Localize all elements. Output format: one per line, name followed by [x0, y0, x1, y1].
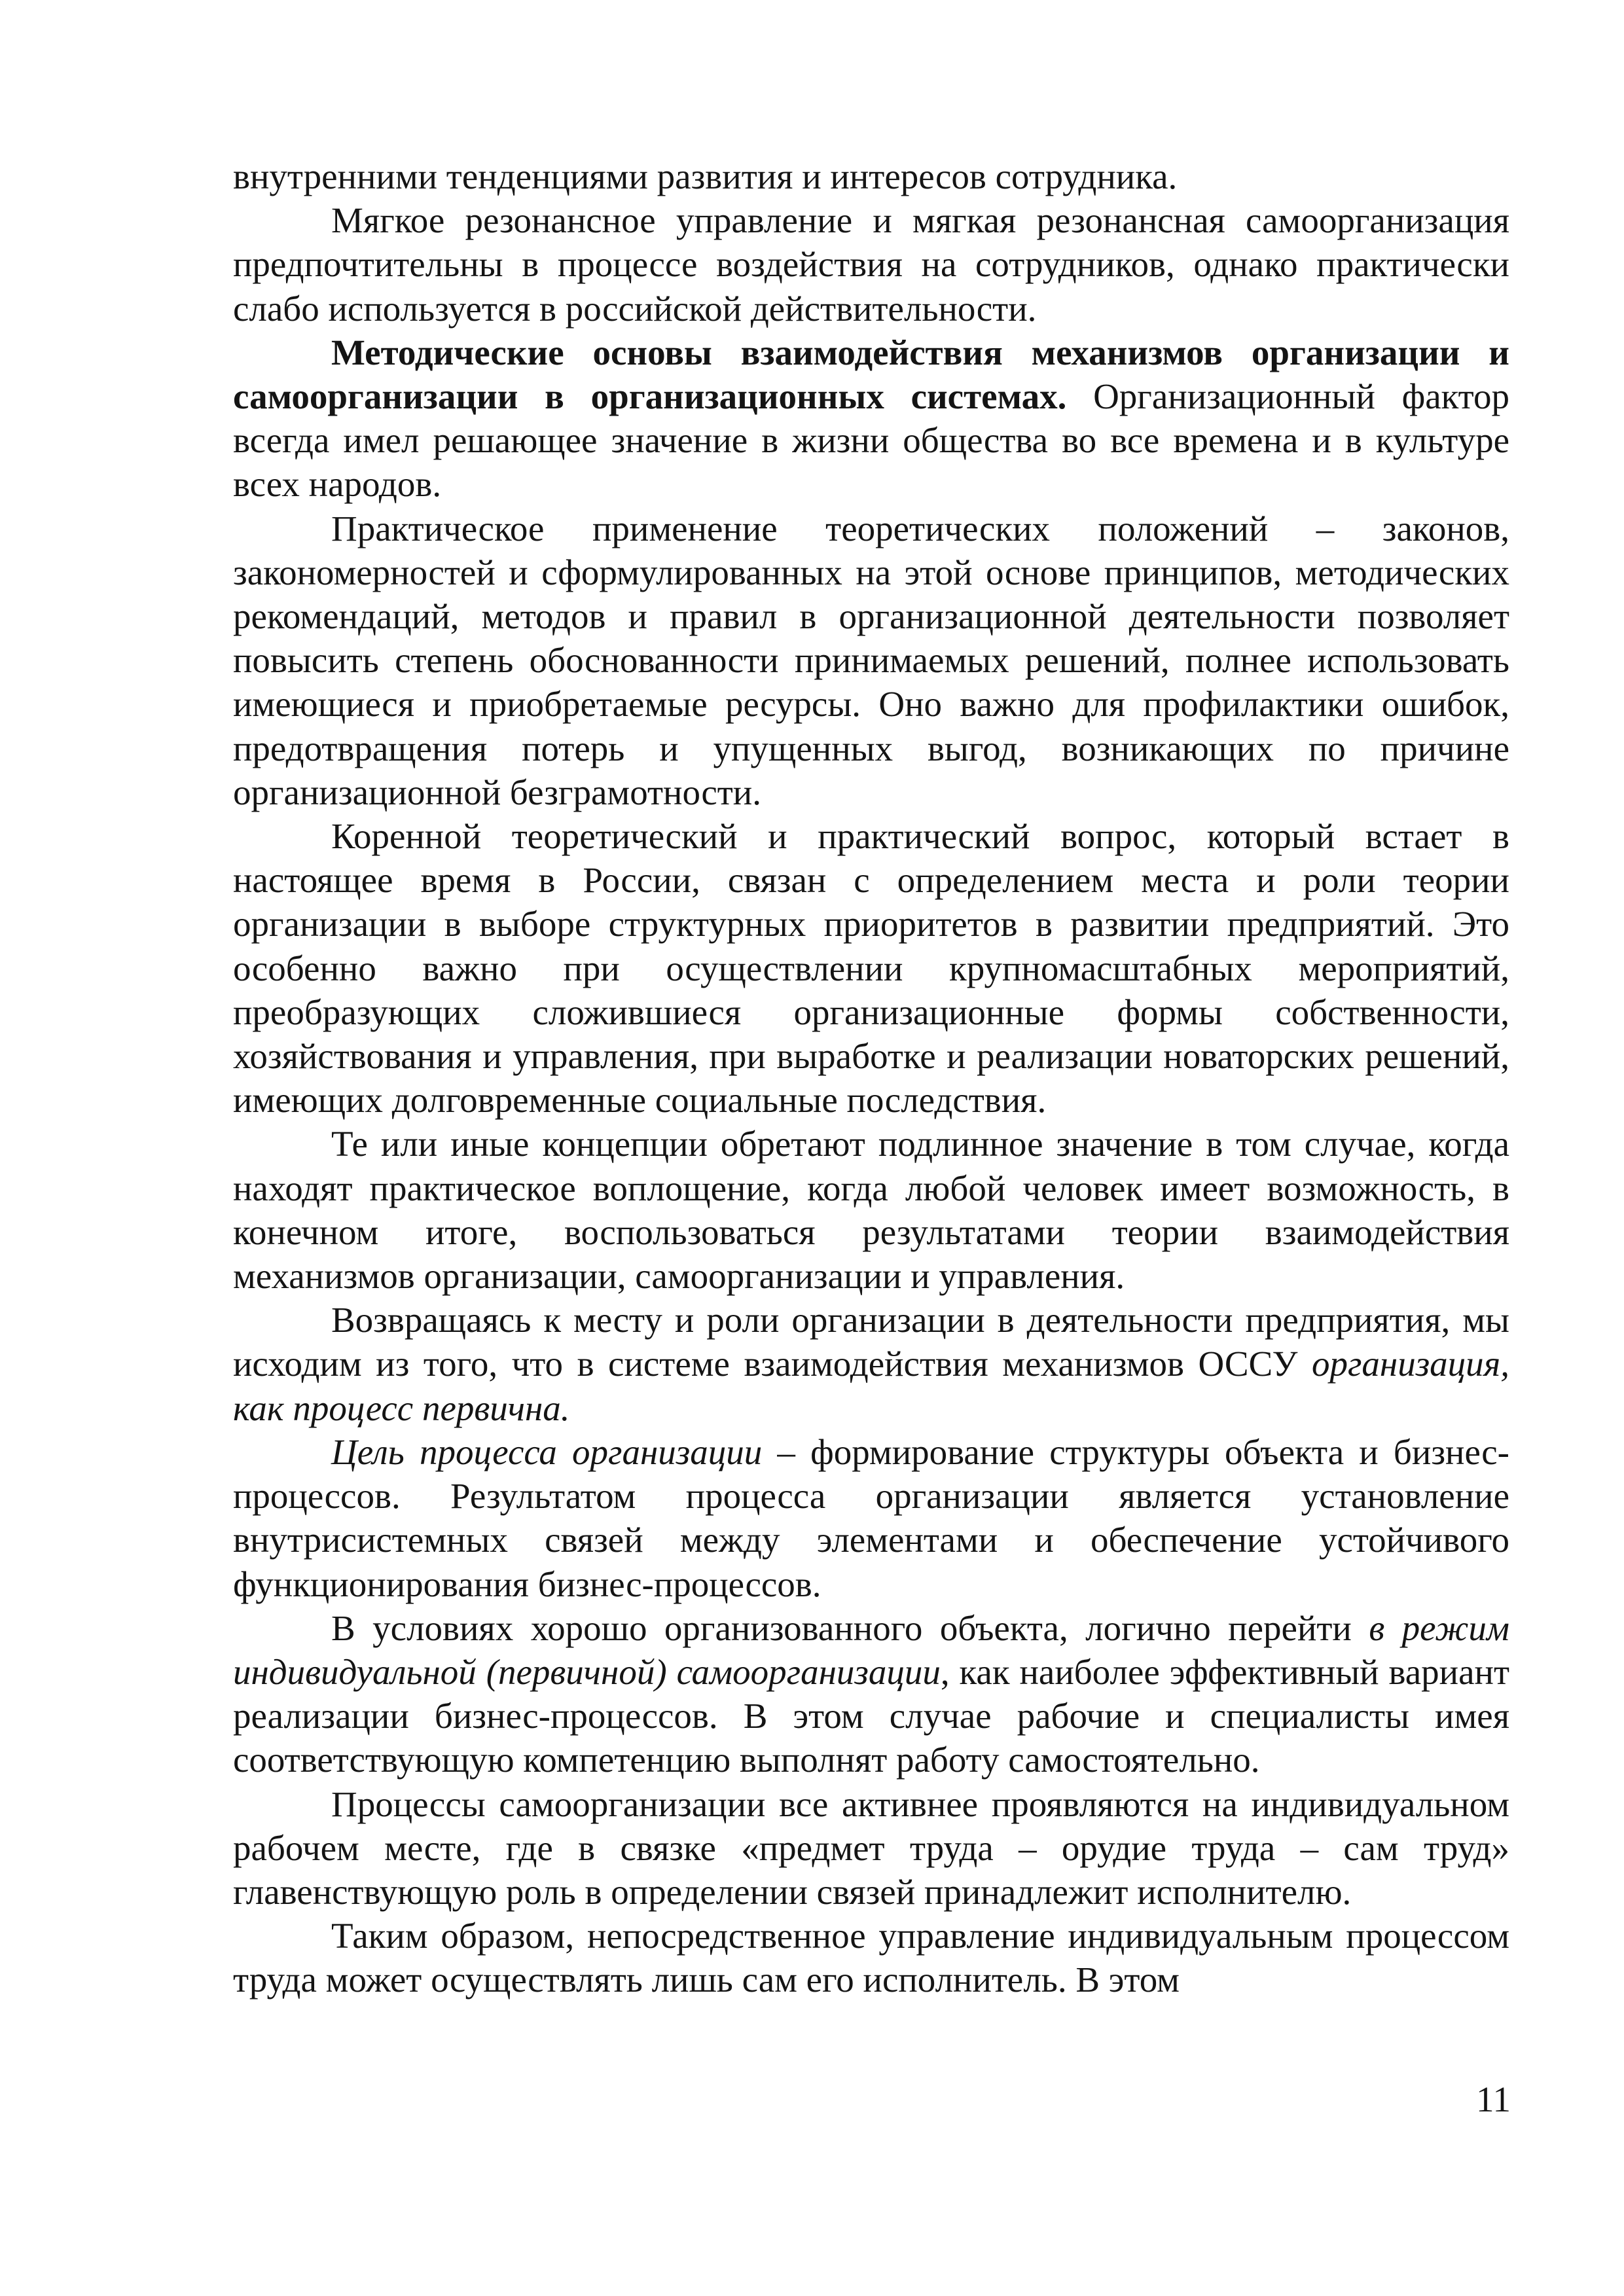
paragraph-2-text: Мягкое резонансное управление и мягкая резонансная самоорганизация предпочтительны в процессе воздействия на сотрудников, однако практически слабо используется в российской действительности. — [233, 200, 1509, 329]
paragraph-10 — [233, 1782, 1509, 1914]
page-number: 11 — [1476, 2079, 1511, 2119]
paragraph-9-italic: в режим индивидуальной (первичной) самоорганизации — [233, 1607, 1509, 1692]
paragraph-8 — [233, 1430, 1509, 1606]
paragraph-5-text: Коренной теоретический и практический вопрос, который встает в настоящее время в России, связан с определением места и роли теории организации в выборе структурных приоритетов в развитии предприятий. Это особенно важно при осуществлении крупномасштабных мероприятий, преобразующих сложившиеся организационные формы собственности, хозяйствования и управления, при выработке и реализации новаторских решений, имеющих долговременные социальные последствия. — [233, 816, 1509, 1121]
paragraph-1-text: внутренними тенденциями развития и интересов сотрудника. — [233, 156, 1178, 196]
paragraph-9 — [233, 1606, 1509, 1782]
paragraph-1 — [233, 154, 1509, 198]
paragraph-6-text: Те или иные концепции обретают подлинное значение в том случае, когда находят практическое воплощение, когда любой человек имеет возможность, в конечном итоге, воспользоваться результатами теории взаимодействия механизмов организации, самоорганизации и управления. — [233, 1124, 1509, 1297]
paragraph-7-italic: организация, как процесс первична. — [233, 1344, 1509, 1428]
paragraph-5 — [233, 814, 1509, 1122]
paragraph-4-text: Практическое применение теоретических положений – законов, закономерностей и сформулированных на этой основе принципов, методических рекомендаций, методов и правил в организационной деятельности позволяет повысить степень обоснованности принимаемых решений, полнее использовать имеющиеся и приобретаемые ресурсы. Оно важно для профилактики ошибок, предотвращения потерь и упущенных выгод, возникающих по причине организационной безграмотности. — [233, 508, 1509, 812]
paragraph-9-text-2: , как наиболее эффективный вариант реализации бизнес-процессов. В этом случае рабочие и специалисты имея соответствующую компетенцию выполнят работу самостоятельно. — [233, 1651, 1509, 1780]
paragraph-8-text: – формирование структуры объекта и бизнес-процессов. Результатом процесса организации является установление внутрисистемных связей между элементами и обеспечение устойчивого функционирования бизнес-процессов. — [233, 1431, 1509, 1604]
paragraph-6 — [233, 1122, 1509, 1298]
paragraph-3 — [233, 331, 1509, 507]
document-page — [233, 154, 1509, 2002]
paragraph-11 — [233, 1914, 1509, 2001]
paragraph-7 — [233, 1298, 1509, 1430]
paragraph-2 — [233, 198, 1509, 331]
section-heading: Методические основы взаимодействия механизмов организации и самоорганизации в организационных системах. — [233, 332, 1509, 417]
paragraph-11-text: Таким образом, непосредственное управление индивидуальным процессом труда может осуществлять лишь сам его исполнитель. В этом — [233, 1916, 1509, 2000]
paragraph-9-text-1: В условиях хорошо организованного объекта, логично перейти — [331, 1607, 1369, 1648]
paragraph-3-text: Организационный фактор всегда имел решающее значение в жизни общества во все времена и в культуре всех народов. — [233, 376, 1509, 505]
paragraph-8-italic: Цель процесса организации — [331, 1431, 763, 1472]
paragraph-7-text: Возвращаясь к месту и роли организации в деятельности предприятия, мы исходим из того, что в системе взаимодействия механизмов ОССУ — [233, 1300, 1509, 1384]
paragraph-4 — [233, 507, 1509, 814]
paragraph-10-text: Процессы самоорганизации все активнее проявляются на индивидуальном рабочем месте, где в связке «предмет труда – орудие труда – сам труд» главенствующую роль в определении связей принадлежит исполнителю. — [233, 1784, 1509, 1912]
